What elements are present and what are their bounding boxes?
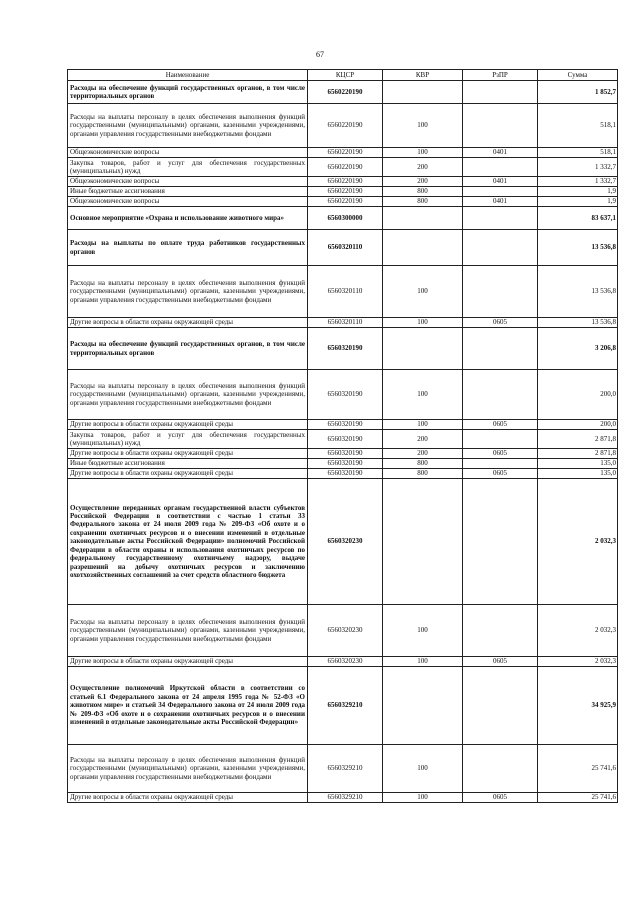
cell-rzpr: 0401 — [463, 148, 538, 158]
cell-sum: 200,0 — [538, 370, 618, 420]
header-rzpr: РзПР — [463, 70, 538, 81]
cell-name: Расходы на выплаты персоналу в целях обеспечения выполнения функций государственными (муниципальными) органами, казенными учреждениями, органами управления государственными внебюджетными фондами — [68, 266, 308, 318]
cell-name: Общеэкономические вопросы — [68, 177, 308, 187]
cell-kvr: 100 — [383, 793, 463, 803]
cell-name: Иные бюджетные ассигнования — [68, 459, 308, 469]
cell-rzpr — [463, 230, 538, 266]
cell-kcsr: 6560220190 — [308, 158, 383, 177]
cell-rzpr — [463, 430, 538, 449]
cell-kvr: 100 — [383, 318, 463, 328]
cell-sum: 2 871,8 — [538, 449, 618, 459]
cell-kvr: 200 — [383, 449, 463, 459]
cell-name: Расходы на выплаты по оплате труда работников государственных органов — [68, 230, 308, 266]
cell-sum: 13 536,8 — [538, 266, 618, 318]
cell-sum: 25 741,6 — [538, 793, 618, 803]
cell-name: Осуществление переданных органам государственной власти субъектов Российской Федерации в соответствии с частью 1 статьи 33 Федерального закона от 24 июля 2009 года № 209-ФЗ «Об охоте и о сохранении охотничьих ресурсов и о внесении изменений в отдельные законодательные акты Российской Федерации» полномочий Российской Федерации в области охраны и использования охотничьих ресурсов по федеральному государственному охотничьему надзору, выдаче разрешений на добычу охотничьих ресурсов и заключению охотхозяйственных соглашений за счет средств областного бюджета — [68, 479, 308, 605]
cell-rzpr: 0605 — [463, 449, 538, 459]
budget-table — [67, 69, 618, 803]
cell-kvr: 100 — [383, 420, 463, 430]
cell-kcsr: 6560320110 — [308, 266, 383, 318]
cell-rzpr: 0605 — [463, 793, 538, 803]
table-row — [68, 328, 618, 370]
cell-sum: 1 332,7 — [538, 158, 618, 177]
cell-rzpr: 0605 — [463, 657, 538, 667]
cell-kcsr: 6560320190 — [308, 420, 383, 430]
table-row — [68, 430, 618, 449]
cell-rzpr — [463, 370, 538, 420]
cell-name: Другие вопросы в области охраны окружающей среды — [68, 657, 308, 667]
cell-name: Общеэкономические вопросы — [68, 148, 308, 158]
cell-sum: 1 332,7 — [538, 177, 618, 187]
cell-rzpr — [463, 266, 538, 318]
cell-sum: 1,9 — [538, 187, 618, 197]
cell-kcsr: 6560329210 — [308, 793, 383, 803]
cell-name: Расходы на выплаты персоналу в целях обеспечения выполнения функций государственными (муниципальными) органами, казенными учреждениями, органами управления государственными внебюджетными фондами — [68, 605, 308, 657]
cell-kcsr: 6560320230 — [308, 657, 383, 667]
cell-name: Расходы на обеспечение функций государственных органов, в том числе территориальных органов — [68, 81, 308, 104]
cell-kcsr: 6560220190 — [308, 81, 383, 104]
table-row — [68, 318, 618, 328]
cell-name: Общеэкономические вопросы — [68, 197, 308, 207]
cell-sum: 200,0 — [538, 420, 618, 430]
cell-kvr — [383, 479, 463, 605]
cell-name: Расходы на выплаты персоналу в целях обеспечения выполнения функций государственными (муниципальными) органами, казенными учреждениями, органами управления государственными внебюджетными фондами — [68, 104, 308, 148]
table-row — [68, 420, 618, 430]
cell-kvr — [383, 207, 463, 230]
cell-kcsr: 6560320110 — [308, 230, 383, 266]
cell-rzpr: 0605 — [463, 469, 538, 479]
table-row — [68, 148, 618, 158]
cell-rzpr: 0605 — [463, 318, 538, 328]
cell-kcsr: 6560220190 — [308, 104, 383, 148]
header-name: Наименование — [68, 70, 308, 81]
table-row — [68, 469, 618, 479]
cell-rzpr — [463, 158, 538, 177]
table-body — [68, 81, 618, 803]
cell-sum: 1 852,7 — [538, 81, 618, 104]
cell-kvr: 100 — [383, 605, 463, 657]
cell-kvr: 200 — [383, 177, 463, 187]
cell-kvr: 200 — [383, 158, 463, 177]
cell-name: Закупка товаров, работ и услуг для обеспечения государственных (муниципальных) нужд — [68, 430, 308, 449]
table-row — [68, 479, 618, 605]
cell-kcsr: 6560329210 — [308, 745, 383, 793]
table-row — [68, 158, 618, 177]
cell-sum: 2 032,3 — [538, 479, 618, 605]
table-row — [68, 370, 618, 420]
cell-sum: 3 206,8 — [538, 328, 618, 370]
cell-sum: 135,0 — [538, 459, 618, 469]
cell-kcsr: 6560320190 — [308, 459, 383, 469]
cell-kcsr: 6560220190 — [308, 148, 383, 158]
cell-kcsr: 6560320190 — [308, 328, 383, 370]
cell-kvr: 100 — [383, 266, 463, 318]
cell-sum: 83 637,1 — [538, 207, 618, 230]
cell-kcsr: 6560320190 — [308, 469, 383, 479]
cell-name: Расходы на выплаты персоналу в целях обеспечения выполнения функций государственными (муниципальными) органами, казенными учреждениями, органами управления государственными внебюджетными фондами — [68, 370, 308, 420]
cell-rzpr — [463, 605, 538, 657]
table-row — [68, 667, 618, 745]
cell-sum: 135,0 — [538, 469, 618, 479]
table-row — [68, 104, 618, 148]
cell-rzpr: 0401 — [463, 177, 538, 187]
cell-rzpr — [463, 187, 538, 197]
table-row — [68, 177, 618, 187]
cell-kvr: 800 — [383, 469, 463, 479]
cell-kcsr: 6560320190 — [308, 449, 383, 459]
cell-kcsr: 6560320190 — [308, 370, 383, 420]
table-row — [68, 459, 618, 469]
table-row — [68, 230, 618, 266]
cell-sum: 2 032,3 — [538, 605, 618, 657]
cell-rzpr — [463, 667, 538, 745]
cell-name: Закупка товаров, работ и услуг для обеспечения государственных (муниципальных) нужд — [68, 158, 308, 177]
cell-kcsr: 6560300000 — [308, 207, 383, 230]
cell-kvr: 800 — [383, 197, 463, 207]
cell-sum: 2 871,8 — [538, 430, 618, 449]
cell-kvr: 100 — [383, 745, 463, 793]
header-kvr: КВР — [383, 70, 463, 81]
cell-kcsr: 6560320190 — [308, 430, 383, 449]
cell-sum: 1,9 — [538, 197, 618, 207]
table-row — [68, 81, 618, 104]
cell-sum: 518,1 — [538, 148, 618, 158]
header-kcsr: КЦСР — [308, 70, 383, 81]
cell-kcsr: 6560329210 — [308, 667, 383, 745]
table-row — [68, 266, 618, 318]
cell-kcsr: 6560320110 — [308, 318, 383, 328]
cell-name: Иные бюджетные ассигнования — [68, 187, 308, 197]
cell-kcsr: 6560320230 — [308, 605, 383, 657]
cell-kvr: 800 — [383, 459, 463, 469]
table-row — [68, 657, 618, 667]
table-row — [68, 793, 618, 803]
cell-name: Основное мероприятие «Охрана и использование животного мира» — [68, 207, 308, 230]
cell-kcsr: 6560220190 — [308, 177, 383, 187]
cell-rzpr — [463, 81, 538, 104]
cell-rzpr — [463, 459, 538, 469]
cell-name: Другие вопросы в области охраны окружающей среды — [68, 449, 308, 459]
cell-kvr: 100 — [383, 657, 463, 667]
cell-rzpr — [463, 479, 538, 605]
cell-rzpr — [463, 745, 538, 793]
cell-kvr: 100 — [383, 370, 463, 420]
table-row — [68, 605, 618, 657]
cell-kvr: 800 — [383, 187, 463, 197]
cell-kcsr: 6560220190 — [308, 197, 383, 207]
cell-kvr — [383, 81, 463, 104]
cell-name: Другие вопросы в области охраны окружающей среды — [68, 420, 308, 430]
cell-kvr: 100 — [383, 104, 463, 148]
cell-kvr — [383, 667, 463, 745]
cell-kvr — [383, 328, 463, 370]
cell-sum: 13 536,8 — [538, 230, 618, 266]
table-header-row — [68, 70, 618, 81]
cell-name: Расходы на обеспечение функций государственных органов, в том числе территориальных органов — [68, 328, 308, 370]
table-row — [68, 207, 618, 230]
page-number: 67 — [316, 50, 324, 59]
cell-kvr: 100 — [383, 148, 463, 158]
cell-sum: 25 741,6 — [538, 745, 618, 793]
cell-name: Другие вопросы в области охраны окружающей среды — [68, 469, 308, 479]
cell-kvr — [383, 230, 463, 266]
table-row — [68, 187, 618, 197]
cell-name: Расходы на выплаты персоналу в целях обеспечения выполнения функций государственными (муниципальными) органами, казенными учреждениями, органами управления государственными внебюджетными фондами — [68, 745, 308, 793]
cell-rzpr — [463, 104, 538, 148]
cell-sum: 518,1 — [538, 104, 618, 148]
cell-sum: 2 032,3 — [538, 657, 618, 667]
cell-name: Осуществление полномочий Иркутской области в соответствии со статьей 6.1 Федерального закона от 24 апреля 1995 года № 52-ФЗ «О животном мире» и статьей 34 Федерального закона от 24 июля 2009 года № 209-ФЗ «Об охоте и о сохранении охотничьих ресурсов и о внесении изменений в отдельные законодательные акты Российской Федерации» — [68, 667, 308, 745]
cell-rzpr: 0605 — [463, 420, 538, 430]
cell-sum: 13 536,8 — [538, 318, 618, 328]
header-sum: Сумма — [538, 70, 618, 81]
cell-rzpr: 0401 — [463, 197, 538, 207]
table-row — [68, 449, 618, 459]
cell-sum: 34 925,9 — [538, 667, 618, 745]
cell-kvr: 200 — [383, 430, 463, 449]
cell-kcsr: 6560320230 — [308, 479, 383, 605]
cell-rzpr — [463, 207, 538, 230]
table-row — [68, 745, 618, 793]
cell-kcsr: 6560220190 — [308, 187, 383, 197]
table-row — [68, 197, 618, 207]
cell-rzpr — [463, 328, 538, 370]
cell-name: Другие вопросы в области охраны окружающей среды — [68, 793, 308, 803]
cell-name: Другие вопросы в области охраны окружающей среды — [68, 318, 308, 328]
